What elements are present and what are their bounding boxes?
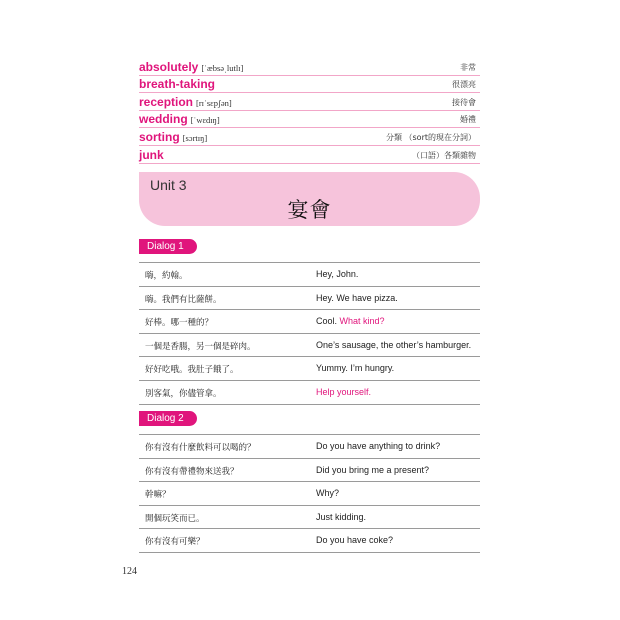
dialog-zh: 好好吃哦。我肚子餓了。 (145, 365, 239, 376)
dialog-zh: 你有沒有可樂？ (145, 537, 205, 548)
vocab-meaning: 婚禮 (460, 115, 476, 125)
vocab-row (139, 111, 480, 129)
dialog-en: Do you have anything to drink? (316, 441, 441, 451)
dialog-row (139, 334, 480, 358)
dialog-row (139, 357, 480, 381)
vocab-row (139, 76, 480, 94)
dialog-en: Help yourself. (316, 386, 372, 397)
vocab-ipa: [ˈwɛdɪŋ] (190, 115, 220, 126)
dialog-en: Cool. What kind? (316, 316, 385, 327)
dialog-2-tag: Dialog 2 (139, 411, 197, 426)
vocab-word: wedding [ˈwɛdɪŋ] (139, 112, 220, 127)
dialog-en: One’s sausage, the other’s hamburger. (316, 339, 472, 350)
vocab-row (139, 128, 480, 146)
unit-label: Unit 3 (150, 177, 187, 193)
vocab-word: reception [rɪˈsɛpʃən] (139, 94, 232, 109)
dialog-1-tag: Dialog 1 (139, 239, 197, 254)
dialog-en: Hey. We have pizza. (316, 292, 398, 303)
dialog-row (139, 459, 480, 483)
dialog-zh: 一個是香腸，另一個是碎肉。 (145, 341, 256, 352)
dialog-row (139, 529, 480, 553)
dialog-row (139, 381, 480, 405)
dialog-row (139, 482, 480, 506)
unit-banner (139, 172, 480, 226)
vocabulary-list (139, 58, 480, 164)
dialog-row (139, 506, 480, 530)
vocab-row (139, 58, 480, 76)
vocab-ipa: [rɪˈsɛpʃən] (196, 97, 232, 108)
dialog-row (139, 434, 480, 459)
dialog-zh: 幹嘛？ (145, 490, 171, 501)
page-number: 124 (122, 566, 137, 577)
dialog-zh: 嗨，約翰。 (145, 271, 188, 281)
vocab-word: junk (139, 147, 164, 162)
dialog-en: Do you have coke? (316, 535, 394, 546)
vocab-meaning: 分類 （sort的現在分詞） (385, 132, 476, 142)
dialog-en: Hey, John. (316, 269, 359, 279)
dialog-1-table (139, 262, 480, 405)
vocab-meaning: 很漂亮 (452, 80, 476, 90)
dialog-zh: 你有沒有什麼飲料可以喝的？ (145, 443, 256, 453)
dialog-row (139, 262, 480, 287)
dialog-zh: 開個玩笑而已。 (145, 513, 205, 524)
dialog-zh: 別客氣，你儘管拿。 (145, 388, 222, 399)
dialog-zh: 你有沒有帶禮物來送我？ (145, 466, 239, 477)
vocab-meaning: 非常 (460, 62, 476, 72)
dialog-2-table (139, 434, 480, 553)
vocab-row (139, 93, 480, 111)
vocab-word: sorting [sɔrtɪŋ] (139, 129, 208, 144)
dialog-en: Did you bring me a present? (316, 464, 430, 475)
vocab-row (139, 146, 480, 164)
vocab-meaning: 接待會 (452, 97, 476, 107)
vocab-ipa: [ˈæbsəˌlutlɪ] (201, 62, 244, 73)
vocab-word: absolutely [ˈæbsəˌlutlɪ] (139, 59, 244, 74)
dialog-en: Just kidding. (316, 511, 367, 522)
dialog-zh: 好棒。哪一種的？ (145, 318, 214, 329)
unit-title: 宴會 (287, 198, 332, 222)
dialog-zh: 嗨。我們有比薩餅。 (145, 294, 222, 305)
dialog-row (139, 287, 480, 311)
dialog-row (139, 310, 480, 334)
vocab-ipa: [sɔrtɪŋ] (182, 132, 208, 143)
dialog-en: Why? (316, 488, 340, 499)
vocab-meaning: （口語）各類雜物 (412, 150, 476, 160)
vocab-word: breath-taking (139, 77, 216, 92)
dialog-en: Yummy. I’m hungry. (316, 363, 395, 374)
